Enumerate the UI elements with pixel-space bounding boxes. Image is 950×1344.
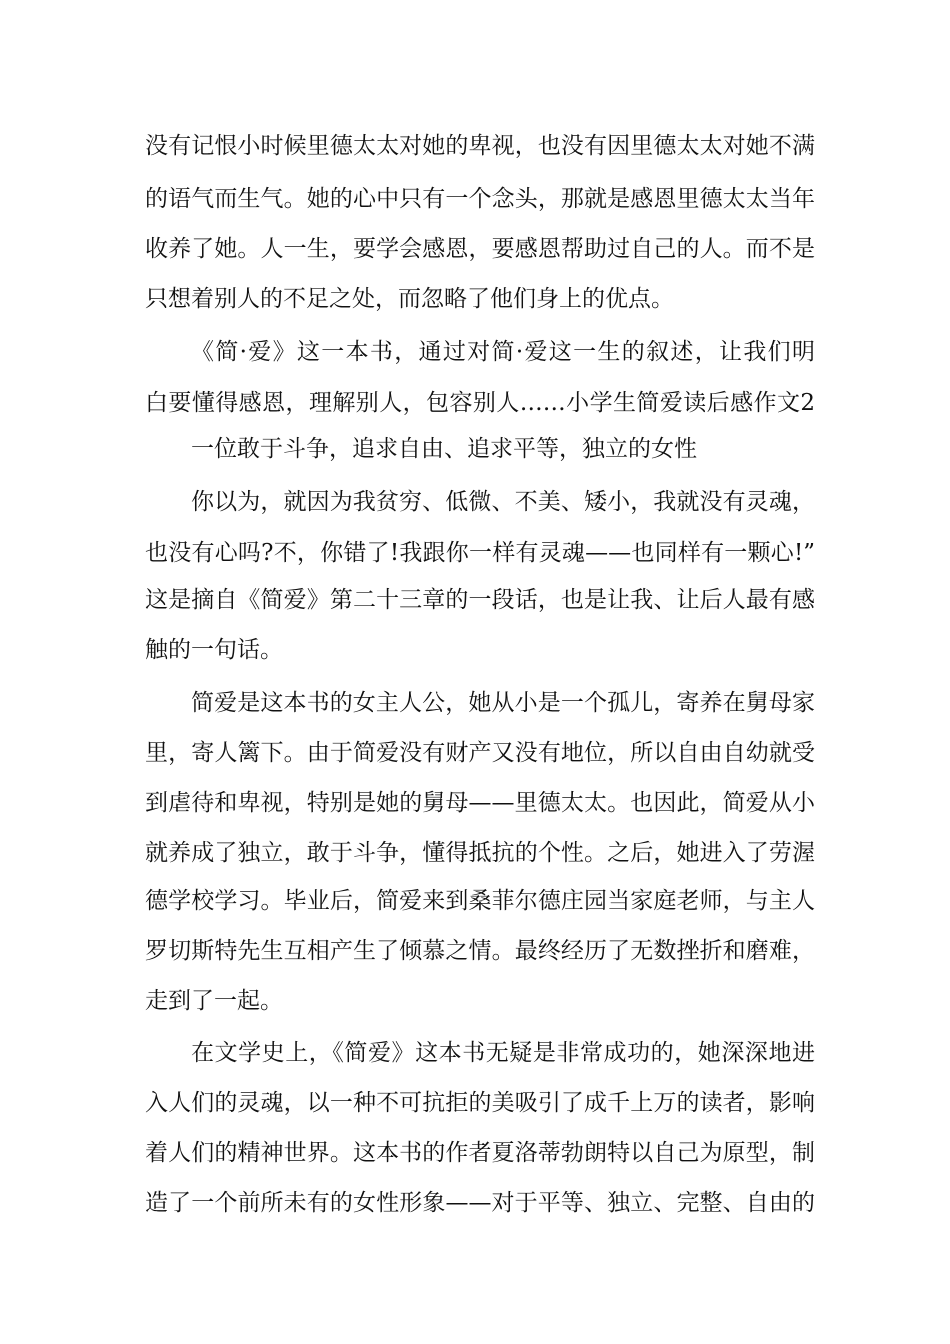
paragraph-start-line: 在文学史上，《简爱》这本书无疑是非常成功的，她深深地进 [191,1040,815,1066]
paragraph-start-line: 《简·爱》这一本书，通过对简·爱这一生的叙述，让我们明 [191,339,815,365]
text-line: 里，寄人篱下。由于简爱没有财产又没有地位，所以自由自幼就受 [145,740,815,766]
section-heading: 一位敢于斗争，追求自由、追求平等，独立的女性 [191,436,697,462]
text-line: 没有记恨小时候里德太太对她的卑视，也没有因里德太太对她不满 [145,133,815,159]
paragraph-start-line: 简爱是这本书的女主人公，她从小是一个孤儿，寄养在舅母家 [191,690,815,716]
text-line: 这是摘自《简爱》第二十三章的一段话，也是让我、让后人最有感 [145,587,815,613]
text-line: 罗切斯特先生互相产生了倾慕之情。最终经历了无数挫折和磨难， [145,938,815,964]
text-line: 到虐待和卑视，特别是她的舅母——里德太太。也因此，简爱从小 [145,790,815,816]
text-line: 造了一个前所未有的女性形象——对于平等、独立、完整、自由的 [145,1190,815,1216]
text-line: 就养成了独立，敢于斗争，懂得抵抗的个性。之后，她进入了劳渥 [145,840,815,866]
text-line: 入人们的灵魂，以一种不可抗拒的美吸引了成千上万的读者，影响 [145,1090,815,1116]
text-line: 也没有心吗?不，你错了!我跟你一样有灵魂——也同样有一颗心!” [145,540,815,566]
text-line: 德学校学习。毕业后，简爱来到桑菲尔德庄园当家庭老师，与主人 [145,888,815,914]
text-line: 着人们的精神世界。这本书的作者夏洛蒂勃朗特以自己为原型，制 [145,1140,815,1166]
paragraph-start-line: 你以为，就因为我贫穷、低微、不美、矮小，我就没有灵魂， [191,489,815,515]
text-line: 的语气而生气。她的心中只有一个念头，那就是感恩里德太太当年 [145,186,815,212]
text-line: 白要懂得感恩，理解别人，包容别人……小学生简爱读后感作文2 [145,390,815,416]
text-line: 触的一句话。 [145,637,283,663]
text-line: 收养了她。人一生，要学会感恩，要感恩帮助过自己的人。而不是 [145,236,815,262]
text-line: 只想着别人的不足之处，而忽略了他们身上的优点。 [145,286,674,312]
text-line: 走到了一起。 [145,988,283,1014]
